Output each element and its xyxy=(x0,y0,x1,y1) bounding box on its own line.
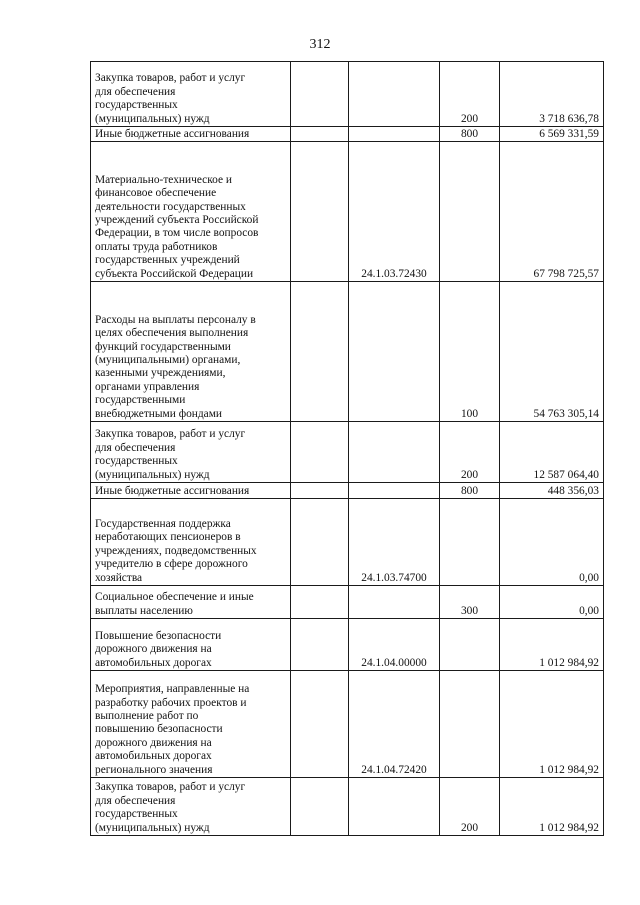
budget-expenditure-table xyxy=(90,61,604,836)
amount-cell: 3 718 636,78 xyxy=(500,62,604,127)
expense-type-cell xyxy=(440,671,500,778)
target-code-cell: 24.1.03.72430 xyxy=(349,142,440,282)
expenditure-name-cell: Закупка товаров, работ и услуг для обеспечения государственных (муниципальных) нужд xyxy=(91,422,291,483)
expenditure-name-cell: Иные бюджетные ассигнования xyxy=(91,127,291,142)
amount-cell: 6 569 331,59 xyxy=(500,127,604,142)
expenditure-name-cell: Социальное обеспечение и иные выплаты населению xyxy=(91,586,291,619)
expenditure-name-cell: Повышение безопасности дорожного движения на автомобильных дорогах xyxy=(91,619,291,671)
expense-type-cell: 200 xyxy=(440,778,500,836)
empty-cell xyxy=(291,142,349,282)
amount-cell: 12 587 064,40 xyxy=(500,422,604,483)
amount-cell: 67 798 725,57 xyxy=(500,142,604,282)
empty-cell xyxy=(291,619,349,671)
expenditure-name-cell: Закупка товаров, работ и услуг для обеспечения государственных (муниципальных) нужд xyxy=(91,62,291,127)
target-code-cell xyxy=(349,127,440,142)
target-code-cell xyxy=(349,422,440,483)
target-code-cell xyxy=(349,778,440,836)
amount-cell: 54 763 305,14 xyxy=(500,282,604,422)
empty-cell xyxy=(291,127,349,142)
empty-cell xyxy=(291,586,349,619)
target-code-cell: 24.1.04.00000 xyxy=(349,619,440,671)
target-code-cell xyxy=(349,483,440,499)
table-row xyxy=(91,422,604,483)
target-code-cell: 24.1.04.72420 xyxy=(349,671,440,778)
table-row xyxy=(91,127,604,142)
empty-cell xyxy=(291,499,349,586)
table-row xyxy=(91,586,604,619)
table-row xyxy=(91,282,604,422)
expense-type-cell xyxy=(440,619,500,671)
table-row xyxy=(91,778,604,836)
amount-cell: 1 012 984,92 xyxy=(500,619,604,671)
target-code-cell xyxy=(349,586,440,619)
target-code-cell xyxy=(349,282,440,422)
expense-type-cell: 300 xyxy=(440,586,500,619)
expenditure-name-cell: Мероприятия, направленные на разработку рабочих проектов и выполнение работ по повышению безопасности дорожного движения на автомобильных дорогах регионального значения xyxy=(91,671,291,778)
amount-cell: 1 012 984,92 xyxy=(500,778,604,836)
empty-cell xyxy=(291,422,349,483)
expenditure-name-cell: Закупка товаров, работ и услуг для обеспечения государственных (муниципальных) нужд xyxy=(91,778,291,836)
expense-type-cell xyxy=(440,499,500,586)
expense-type-cell: 200 xyxy=(440,62,500,127)
amount-cell: 0,00 xyxy=(500,499,604,586)
table-row xyxy=(91,483,604,499)
empty-cell xyxy=(291,62,349,127)
expense-type-cell: 800 xyxy=(440,483,500,499)
expense-type-cell xyxy=(440,142,500,282)
expenditure-name-cell: Государственная поддержка неработающих пенсионеров в учреждениях, подведомственных учредителю в сфере дорожного хозяйства xyxy=(91,499,291,586)
expenditure-name-cell: Расходы на выплаты персоналу в целях обеспечения выполнения функций государственными (муниципальными) органами, казенными учреждениями, органами управления государственными внебюджетными фондами xyxy=(91,282,291,422)
table-row xyxy=(91,671,604,778)
amount-cell: 448 356,03 xyxy=(500,483,604,499)
expense-type-cell: 200 xyxy=(440,422,500,483)
target-code-cell: 24.1.03.74700 xyxy=(349,499,440,586)
expenditure-name-cell: Иные бюджетные ассигнования xyxy=(91,483,291,499)
empty-cell xyxy=(291,671,349,778)
target-code-cell xyxy=(349,62,440,127)
amount-cell: 1 012 984,92 xyxy=(500,671,604,778)
expense-type-cell: 800 xyxy=(440,127,500,142)
table-row xyxy=(91,499,604,586)
page-number: 312 xyxy=(309,37,331,52)
empty-cell xyxy=(291,778,349,836)
expenditure-name-cell: Материально-техническое и финансовое обеспечение деятельности государственных учреждений субъекта Российской Федерации, в том числе вопросов оплаты труда работников государственных учреждений субъекта Российской Федерации xyxy=(91,142,291,282)
empty-cell xyxy=(291,282,349,422)
amount-cell: 0,00 xyxy=(500,586,604,619)
table-row xyxy=(91,62,604,127)
empty-cell xyxy=(291,483,349,499)
expense-type-cell: 100 xyxy=(440,282,500,422)
table-row xyxy=(91,619,604,671)
table-row xyxy=(91,142,604,282)
